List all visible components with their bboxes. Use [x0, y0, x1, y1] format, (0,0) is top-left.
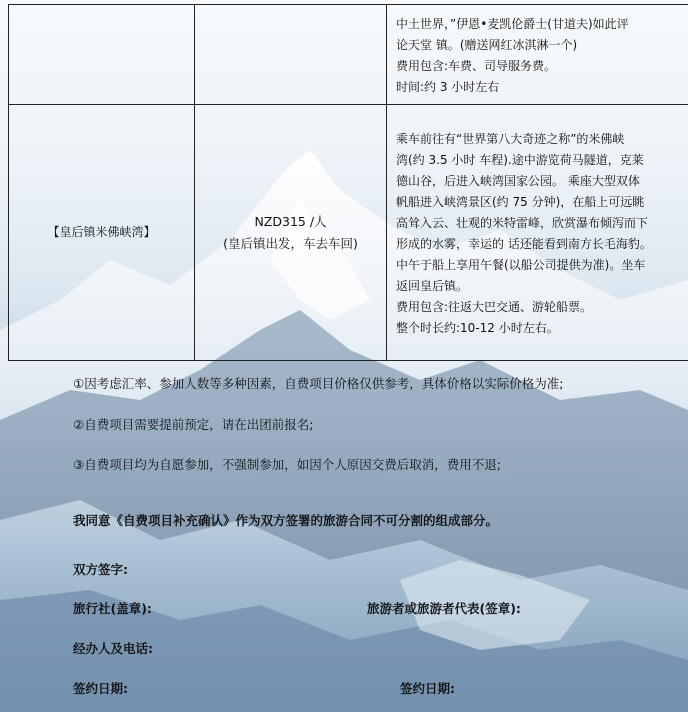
- signing-date-right-label: 签约日期:: [400, 681, 455, 696]
- item-price-cell: [195, 5, 387, 105]
- description-line: 费用包含:车费、司导服务费。: [396, 58, 557, 73]
- agreement-statement: 我同意《自费项目补充确认》作为双方签署的旅游合同不可分割的组成部分。: [73, 513, 499, 528]
- self-paid-items-table: [8, 4, 688, 361]
- item-name-cell: [9, 5, 195, 105]
- description-line: 高耸入云、壮观的米特雷峰，欣赏瀑布倾泻而下: [396, 215, 649, 230]
- item-name-cell: [9, 105, 195, 361]
- description-line: 德山谷，后进入峡湾国家公园。 乘座大型双体: [396, 173, 640, 188]
- description-line: 论天堂 镇。(赠送网红冰淇淋一个): [396, 37, 578, 52]
- description-line: 中午于船上享用午餐(以船公司提供为准)。坐车: [396, 257, 646, 272]
- description-line: 乘车前往有“世界第八大奇迹之称”的米佛峡: [396, 131, 625, 146]
- traveler-signature-label: 旅游者或旅游者代表(签章):: [367, 601, 521, 616]
- item-description-cell: [387, 5, 688, 105]
- item-name: 【皇后镇米佛峡湾】: [47, 225, 156, 239]
- note-advance-booking: ②自费项目需要提前预定，请在出团前报名;: [73, 417, 314, 432]
- signing-date-left-label: 签约日期:: [73, 681, 128, 696]
- description-line: 帆船进入峡湾景区(约 75 分钟)，在船上可远眺: [396, 194, 645, 209]
- description-line: 费用包含:往返大巴交通、游轮船票。: [396, 299, 593, 314]
- item-price-cell: [195, 105, 387, 361]
- both-parties-signature-label: 双方签字:: [73, 562, 128, 577]
- description-line: 湾(约 3.5 小时 车程).途中游览荷马隧道，克莱: [396, 152, 644, 167]
- description-line: 时间:约 3 小时左右: [396, 79, 500, 94]
- table-row: [9, 5, 688, 105]
- description-line: 返回皇后镇。: [396, 278, 469, 293]
- agent-phone-label: 经办人及电话:: [73, 641, 153, 656]
- note-voluntary: ③自费项目均为自愿参加，不强制参加，如因个人原因交费后取消，费用不退;: [73, 457, 501, 472]
- item-description-cell: [387, 105, 688, 361]
- table-row: [9, 105, 688, 361]
- item-departure-note: (皇后镇出发，车去车回): [223, 235, 358, 251]
- description-line: 形成的水雾，幸运的 话还能看到南方长毛海豹。: [396, 236, 652, 251]
- note-exchange-rate: ①因考虑汇率、参加人数等多种因素，自费项目价格仅供参考，具体价格以实际价格为准;: [73, 376, 564, 391]
- description-line: 整个时长约:10-12 小时左右。: [396, 320, 559, 335]
- description-line: 中土世界，”伊恩•麦凯伦爵士(甘道夫)如此评: [396, 16, 629, 31]
- travel-agency-seal-label: 旅行社(盖章):: [73, 601, 152, 616]
- item-price: NZD315 /人: [254, 213, 327, 229]
